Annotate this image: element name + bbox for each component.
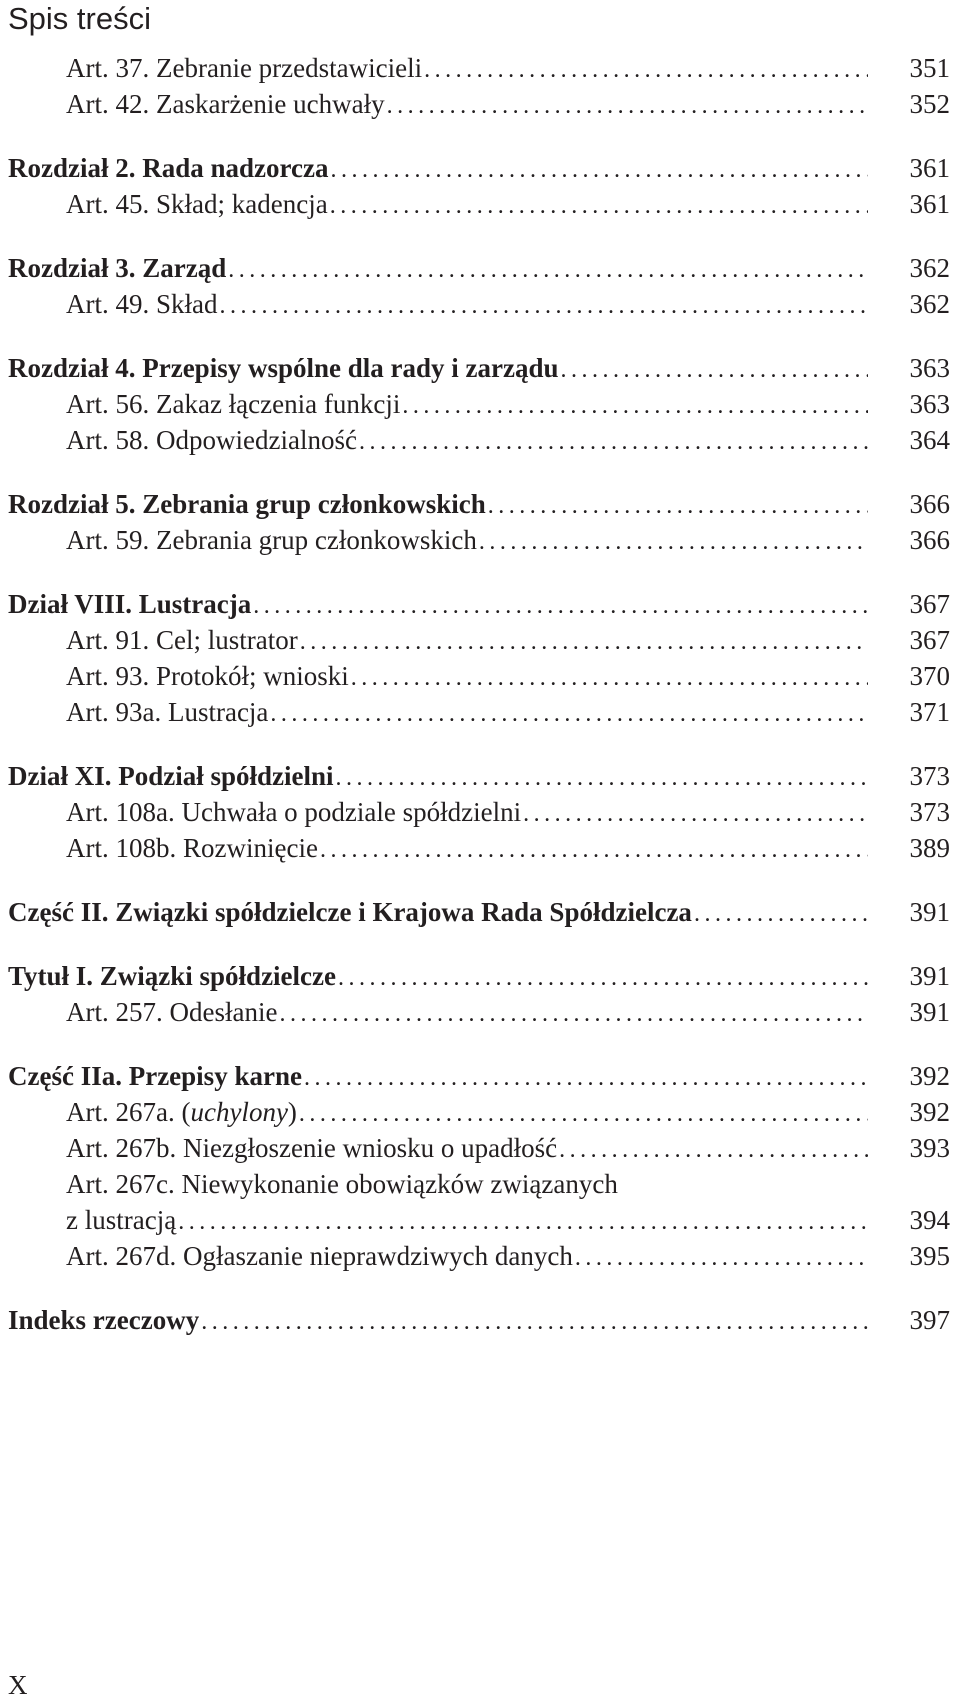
leader-dots xyxy=(270,696,868,730)
toc-entry-title: Dział XI. Podział spółdzielni xyxy=(8,761,334,791)
leader-dots xyxy=(479,524,868,558)
toc-entry[interactable] xyxy=(0,586,960,622)
toc-entry-title: Dział VIII. Lustracja xyxy=(8,589,252,619)
leader-dots xyxy=(300,624,868,658)
toc-page-number: 373 xyxy=(909,797,950,827)
toc-page-number: 391 xyxy=(909,961,950,991)
toc-entry[interactable] xyxy=(0,522,960,558)
toc-entry[interactable] xyxy=(0,186,960,222)
leader-dots xyxy=(387,88,868,122)
toc-entry-title: Art. 59. Zebrania grup członkowskich xyxy=(66,525,477,555)
toc-entry[interactable] xyxy=(0,386,960,422)
toc-entry-title: Art. 267d. Ogłaszanie nieprawdziwych danych xyxy=(66,1241,573,1271)
leader-dots xyxy=(575,1240,868,1274)
toc-entry-title: Art. 93a. Lustracja xyxy=(66,697,269,727)
leader-dots xyxy=(299,1096,868,1130)
toc-entry[interactable] xyxy=(0,794,960,830)
toc-entry-title: Rozdział 3. Zarząd xyxy=(8,253,227,283)
leader-dots xyxy=(201,1304,868,1338)
toc-entry-title: Art. 108b. Rozwinięcie xyxy=(66,833,318,863)
leader-dots xyxy=(559,1132,868,1166)
toc-page-number: 367 xyxy=(909,625,950,655)
leader-dots xyxy=(279,996,868,1030)
leader-dots xyxy=(488,488,868,522)
toc-entry-title: Art. 49. Skład xyxy=(66,289,218,319)
toc-entry-title: Część IIa. Przepisy karne xyxy=(8,1061,302,1091)
toc-entry[interactable] xyxy=(0,1202,960,1238)
toc-page-number: 394 xyxy=(909,1205,950,1235)
toc-entry-title: Art. 93. Protokół; wnioski xyxy=(66,661,349,691)
leader-dots xyxy=(330,188,868,222)
leader-dots xyxy=(304,1060,868,1094)
toc-page-number: 362 xyxy=(909,289,950,319)
leader-dots xyxy=(359,424,868,458)
toc-page-number: 361 xyxy=(909,153,950,183)
toc-page-number: 395 xyxy=(909,1241,950,1271)
toc-page-number: 362 xyxy=(909,253,950,283)
toc-page-number: 391 xyxy=(909,997,950,1027)
leader-dots xyxy=(338,960,868,994)
toc-entry-title: Art. 91. Cel; lustrator xyxy=(66,625,298,655)
toc-page-number: 391 xyxy=(909,897,950,927)
toc-page-number: 392 xyxy=(909,1097,950,1127)
toc-page-number: 351 xyxy=(909,53,950,83)
toc-page-number: 371 xyxy=(909,697,950,727)
toc-entry-title: Rozdział 4. Przepisy wspólne dla rady i zarządu xyxy=(8,353,559,383)
toc-entry[interactable] xyxy=(0,622,960,658)
toc-entry[interactable] xyxy=(0,86,960,122)
toc-entry[interactable] xyxy=(0,894,960,930)
toc-entry[interactable] xyxy=(0,1166,960,1202)
toc-entry-title: Art. 267a. (uchylony) xyxy=(66,1097,297,1127)
leader-dots xyxy=(424,52,868,86)
leader-dots xyxy=(178,1204,868,1238)
toc-entry[interactable] xyxy=(0,758,960,794)
toc-entry-title: Art. 37. Zebranie przedstawicieli xyxy=(66,53,423,83)
toc-entry[interactable] xyxy=(0,286,960,322)
toc-entry-title: Art. 42. Zaskarżenie uchwały xyxy=(66,89,385,119)
toc-page-number: 364 xyxy=(909,425,950,455)
toc-entry[interactable] xyxy=(0,1058,960,1094)
leader-dots xyxy=(402,388,868,422)
toc-entry-title: Część II. Związki spółdzielcze i Krajowa Rada Spółdzielcza xyxy=(8,897,692,927)
toc-page-number: 367 xyxy=(909,589,950,619)
leader-dots xyxy=(560,352,868,386)
toc-page-number: 363 xyxy=(909,389,950,419)
toc-entry[interactable] xyxy=(0,350,960,386)
toc-entry-title: Art. 267b. Niezgłoszenie wniosku o upadłość xyxy=(66,1133,558,1163)
toc-entry-title: Art. 108a. Uchwała o podziale spółdzielni xyxy=(66,797,522,827)
toc-entry[interactable] xyxy=(0,994,960,1030)
toc-entry[interactable] xyxy=(0,250,960,286)
toc-entry[interactable] xyxy=(0,830,960,866)
leader-dots xyxy=(253,588,868,622)
uchylony-italic: uchylony xyxy=(190,1097,288,1127)
toc-page-number: 363 xyxy=(909,353,950,383)
leader-dots xyxy=(694,896,868,930)
toc-page-number: 397 xyxy=(909,1305,950,1335)
toc-entry[interactable] xyxy=(0,658,960,694)
toc-page-number: 352 xyxy=(909,89,950,119)
toc-page-number: 366 xyxy=(909,525,950,555)
page-number-footer: X xyxy=(8,1670,28,1700)
toc-entry[interactable] xyxy=(0,1094,960,1130)
toc-page-number: 373 xyxy=(909,761,950,791)
leader-dots xyxy=(320,832,868,866)
toc-entry[interactable] xyxy=(0,958,960,994)
toc-entry[interactable] xyxy=(0,1238,960,1274)
toc-page-number: 393 xyxy=(909,1133,950,1163)
toc-page-number: 370 xyxy=(909,661,950,691)
leader-dots xyxy=(523,796,868,830)
toc-page-number: 366 xyxy=(909,489,950,519)
toc-page-number: 361 xyxy=(909,189,950,219)
toc-entry[interactable] xyxy=(0,694,960,730)
leader-dots xyxy=(220,288,869,322)
toc-entry-title: Art. 56. Zakaz łączenia funkcji xyxy=(66,389,401,419)
toc-entry[interactable] xyxy=(0,486,960,522)
toc-entry-title: Rozdział 2. Rada nadzorcza xyxy=(8,153,329,183)
toc-page-number: 392 xyxy=(909,1061,950,1091)
toc-page-number: 389 xyxy=(909,833,950,863)
toc-entry[interactable] xyxy=(0,50,960,86)
leader-dots xyxy=(330,152,868,186)
toc-entry-title: Art. 267c. Niewykonanie obowiązków związanych xyxy=(66,1169,618,1199)
toc-entry-title: Tytuł I. Związki spółdzielcze xyxy=(8,961,336,991)
toc-entry-title: z lustracją xyxy=(66,1205,177,1235)
toc-entry[interactable] xyxy=(0,1302,960,1338)
toc-entry-title: Indeks rzeczowy xyxy=(8,1305,200,1335)
toc-entry[interactable] xyxy=(0,1130,960,1166)
toc-entry-title: Art. 58. Odpowiedzialność xyxy=(66,425,357,455)
toc-entry[interactable] xyxy=(0,422,960,458)
leader-dots xyxy=(336,760,868,794)
leader-dots xyxy=(228,252,868,286)
leader-dots xyxy=(351,660,868,694)
toc-entry-title: Rozdział 5. Zebrania grup członkowskich xyxy=(8,489,486,519)
toc-entry[interactable] xyxy=(0,150,960,186)
toc-entry-title: Art. 257. Odesłanie xyxy=(66,997,278,1027)
toc-entry-title: Art. 45. Skład; kadencja xyxy=(66,189,328,219)
page-header: Spis treści xyxy=(8,1,151,36)
